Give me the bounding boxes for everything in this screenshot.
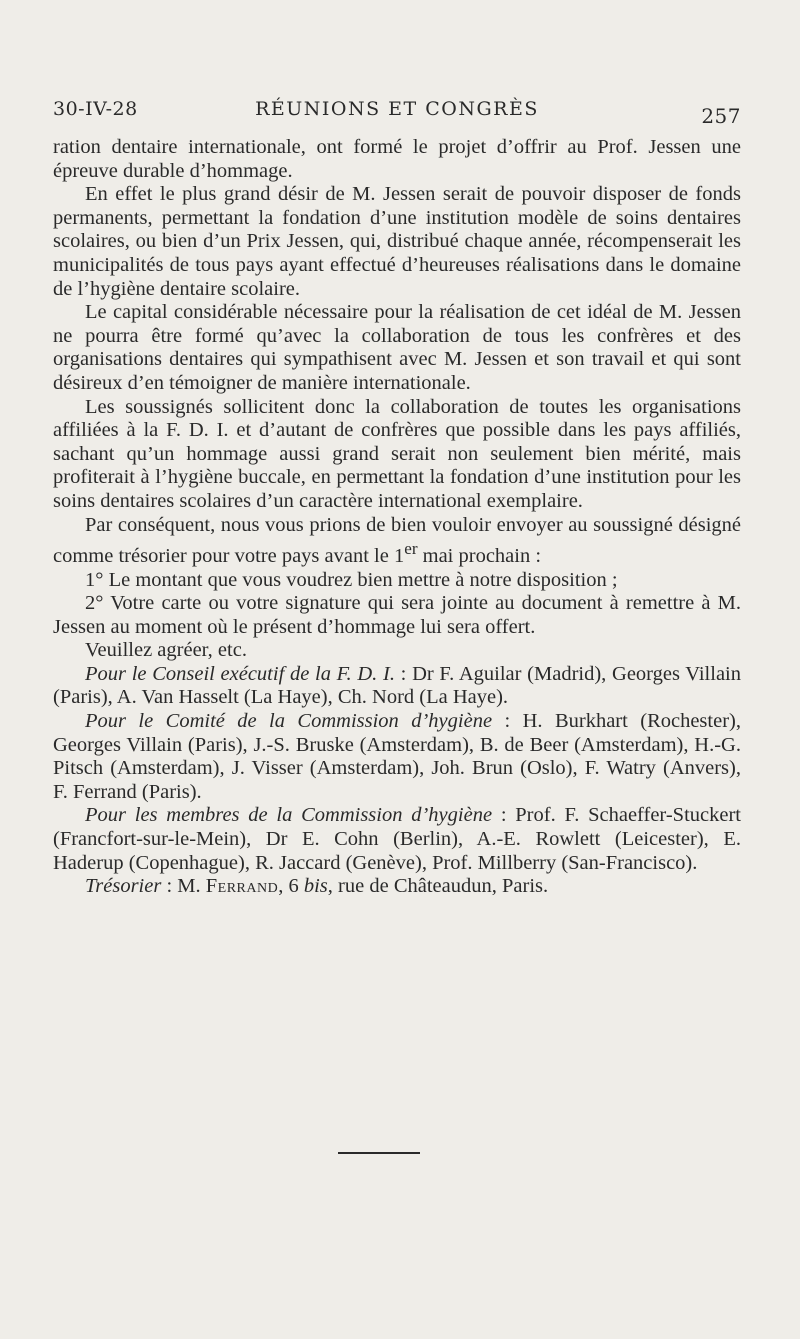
paragraph-desire: En effet le plus grand désir de M. Jessen serait de pouvoir disposer de fonds permanents, permettant la fondation d’une institution modèle de soins dentaires scolaires, ou bien d’un Prix Jessen, qui, distribué chaque année, récompenserait les municipalités de tous pays ayant effectué d’heureuses réalisations dans le domaine de l’hygiène dentaire scolaire.	[53, 183, 741, 300]
treasurer-line	[53, 875, 741, 899]
list-item-1: 1° Le montant que vous voudrez bien mettre à notre disposition ;	[85, 568, 618, 591]
signatories-council	[53, 663, 741, 710]
request-text-end: mai prochain :	[417, 544, 542, 567]
request-text: Par conséquent, nous vous prions de bien vouloir envoyer au soussigné désigné comme trésorier pour votre pays avant le 1	[53, 513, 741, 567]
signatories-committee	[53, 710, 741, 804]
superscript-er: er	[404, 539, 418, 559]
paragraph-collaboration: Les soussignés sollicitent donc la collaboration de toutes les organisations affiliées à la F. D. I. et d’autant de confrères que possible dans les pays affiliés, sachant qu’un hommage aussi grand serait non seulement bien mérité, mais profiterait à l’hygiène buccale, en permettant la fondation d’une institution pour les soins dentaires scolaires d’un caractère international exemplaire.	[53, 395, 741, 512]
signatories-council-label: Pour le Conseil exécutif de la F. D. I.	[85, 662, 395, 685]
page-number: 257	[701, 104, 741, 128]
paragraph-request	[53, 514, 741, 569]
header-date: 30-IV-28	[53, 98, 138, 120]
end-rule	[338, 1152, 420, 1154]
treasurer-number: , 6	[278, 875, 304, 898]
paragraph-continued: ration dentaire internationale, ont formé le projet d’offrir au Prof. Jessen une épreuve durable d’hommage.	[53, 136, 741, 182]
running-header	[53, 96, 741, 128]
body-text	[53, 136, 741, 899]
list-item-2: 2° Votre carte ou votre signature qui sera jointe au document à remettre à M. Jessen au moment où le présent d’hommage lui sera offert.	[53, 592, 741, 638]
signatories-members-names: : Prof. F. Schaeffer-Stuckert (Francfort-sur-le-Mein), Dr E. Cohn (Berlin), A.-E. Rowlett (Leicester), E. Haderup (Copenhague), R. Jaccard (Genève), Prof. Millberry (San-Francisco).	[53, 804, 741, 874]
signatories-committee-label: Pour le Comité de la Commission d’hygiène	[85, 710, 493, 733]
treasurer-address: , rue de Châteaudun, Paris.	[327, 875, 549, 898]
signatories-committee-names: : H. Burkhart (Rochester), Georges Villain (Paris), J.-S. Bruske (Amsterdam), B. de Beer (Amsterdam), H.-G. Pitsch (Amsterdam), J. Visser (Amsterdam), Joh. Brun (Oslo), F. Watry (Anvers), F. Ferrand (Paris).	[53, 710, 741, 803]
treasurer-sep: : M.	[161, 875, 206, 898]
signatories-members-label: Pour les membres de la Commission d’hygiène	[85, 804, 493, 827]
paragraph-capital: Le capital considérable nécessaire pour la réalisation de cet idéal de M. Jessen ne pourra être formé qu’avec la collaboration de tous les confrères et des organisations dentaires qui sympathisent avec M. Jessen et son travail et qui sont désireux d’en témoigner de manière internationale.	[53, 301, 741, 394]
signatories-council-names: : Dr F. Aguilar (Madrid), Georges Villain (Paris), A. Van Hasselt (La Haye), Ch. Nord (La Haye).	[53, 662, 741, 709]
header-title: RÉUNIONS ET CONGRÈS	[255, 98, 539, 120]
treasurer-name: Ferrand	[205, 875, 279, 898]
treasurer-bis: bis	[303, 875, 328, 898]
treasurer-label: Trésorier	[85, 875, 162, 898]
signatories-members	[53, 804, 741, 875]
closing-formula: Veuillez agréer, etc.	[85, 639, 247, 662]
